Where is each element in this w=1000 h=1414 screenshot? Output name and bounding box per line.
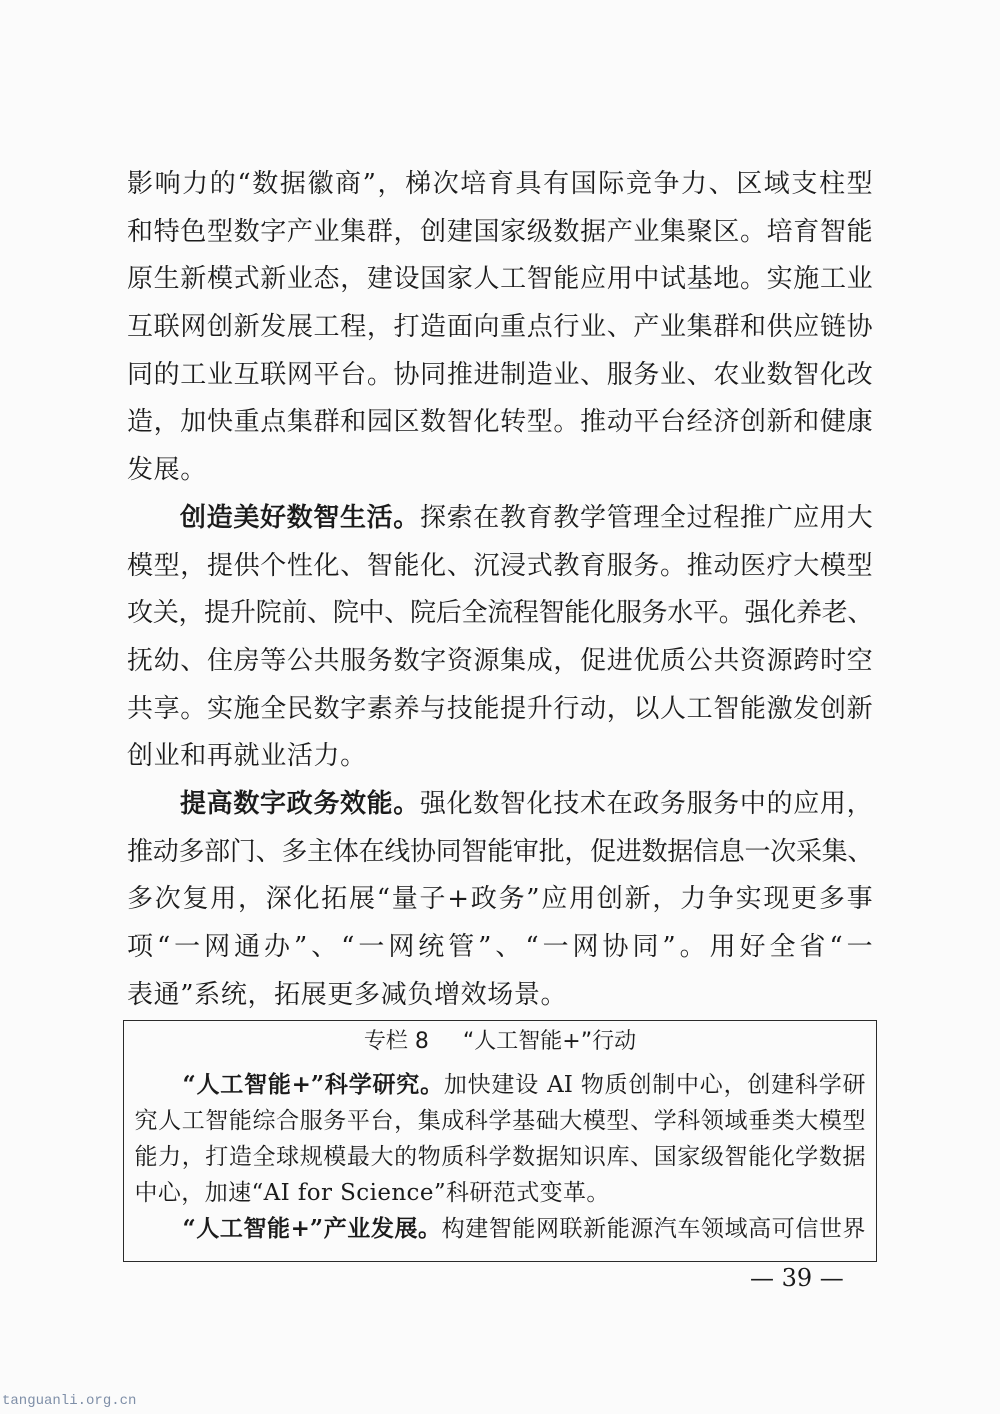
text-line: 原生新模式新业态，建设国家人工智能应用中试基地。实施工业 (127, 264, 873, 295)
box-section-lead: “人工智能+”科学研究。 (182, 1070, 444, 1098)
text-line-content: 强化数智化技术在政务服务中的应用， (419, 788, 873, 819)
text-line: 影响力的“数据徽商”，梯次培育具有国际竞争力、区域支柱型 (127, 169, 873, 199)
sidebar-box-title (124, 1026, 876, 1058)
text-line: 同的工业互联网平台。协同推进制造业、服务业、农业数智化改 (127, 359, 873, 390)
watermark: tanguanli.org.cn (2, 1393, 137, 1409)
box-text-line: 能力，打造全球规模最大的物质科学数据知识库、国家级智能化学数据 (134, 1143, 866, 1170)
text-line: 模型，提供个性化、智能化、沉浸式教育服务。推动医疗大模型 (127, 550, 873, 581)
text-line: 多次复用，深化拓展“量子+政务”应用创新，力争实现更多事 (127, 884, 873, 915)
sidebar-box-body (135, 1067, 866, 1248)
text-line: 造，加快重点集群和园区数智化转型。推动平台经济创新和健康 (127, 407, 873, 438)
box-text-line: 中心，加速“AI for Science”科研范式变革。 (134, 1180, 610, 1207)
sidebar-box-heading: “人工智能+”行动 (462, 1029, 637, 1054)
paragraph-lead-heading: 创造美好数智生活。 (180, 502, 420, 533)
paragraph-digital-industry (127, 161, 873, 495)
box-section-lead: “人工智能+”产业发展。 (182, 1215, 442, 1243)
text-line: 项“一网通办”、“一网统管”、“一网协同”。用好全省“一 (127, 932, 873, 962)
sidebar-box (123, 1020, 877, 1262)
text-line (127, 495, 873, 543)
page-number: — 39 — (750, 1264, 844, 1292)
box-text-line: 究人工智能综合服务平台，集成科学基础大模型、学科领域垂类大模型 (134, 1107, 866, 1134)
box-text-content: 加快建设 AI 物质创制中心，创建科学研 (443, 1071, 866, 1098)
sidebar-box-label: 专栏 8 (363, 1029, 429, 1054)
text-line-content: 探索在教育教学管理全过程推广应用大 (419, 502, 873, 533)
text-line: 攻关，提升院前、院中、院后全流程智能化服务水平。强化养老、 (127, 598, 873, 629)
text-line (127, 781, 873, 829)
text-line: 抚幼、住房等公共服务数字资源集成，促进优质公共资源跨时空 (127, 645, 873, 676)
paragraph-digital-government (127, 781, 873, 1019)
paragraph-lead-heading: 提高数字政务效能。 (180, 788, 420, 819)
text-line: 推动多部门、多主体在线协同智能审批，促进数据信息一次采集、 (127, 836, 873, 867)
text-line: 创业和再就业活力。 (127, 741, 367, 772)
body-text (127, 161, 873, 1019)
paragraph-digital-life (127, 495, 873, 781)
box-text-content: 构建智能网联新能源汽车领域高可信世界 (441, 1216, 866, 1243)
box-text-line (135, 1211, 866, 1247)
text-line: 发展。 (127, 455, 207, 486)
text-line: 共享。实施全民数字素养与技能提升行动，以人工智能激发创新 (127, 693, 873, 724)
text-line: 表通”系统，拓展更多减负增效场景。 (127, 979, 568, 1010)
text-line: 互联网创新发展工程，打造面向重点行业、产业集群和供应链协 (127, 312, 873, 343)
text-line: 和特色型数字产业集群，创建国家级数据产业集聚区。培育智能 (127, 216, 873, 247)
box-text-line (135, 1067, 866, 1103)
